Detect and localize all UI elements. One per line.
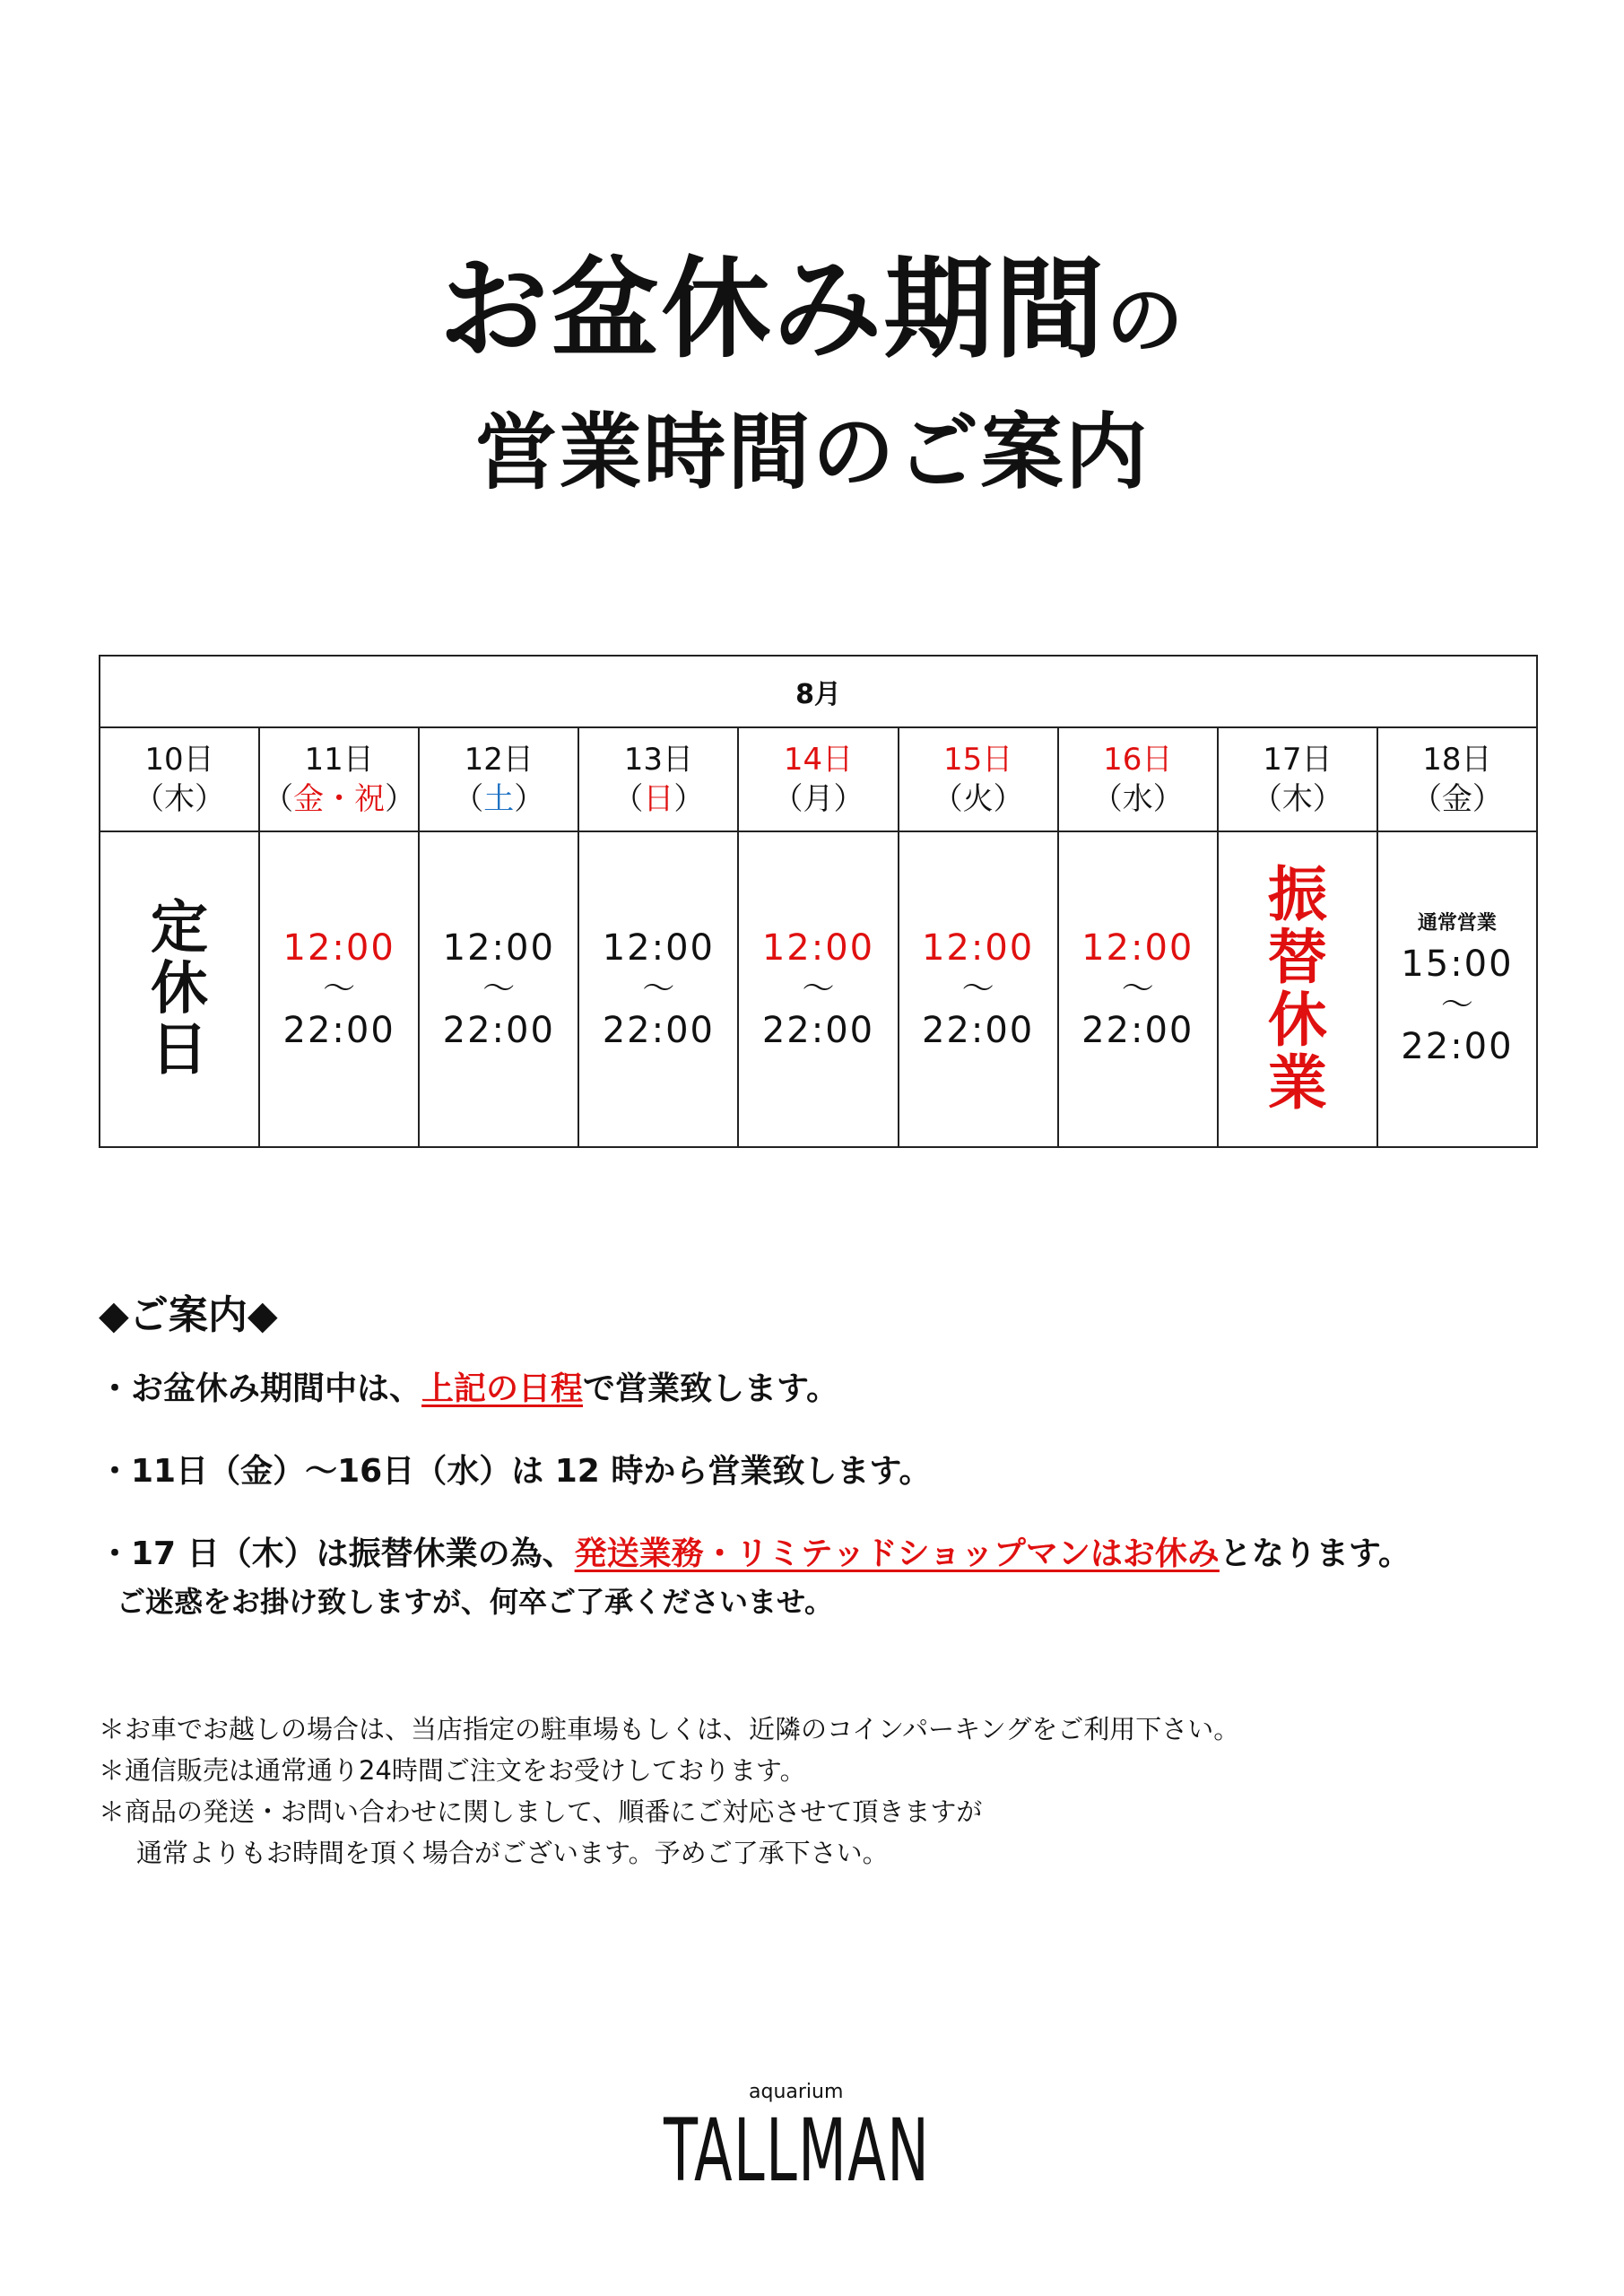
day-weekday xyxy=(579,779,737,819)
day-cell-12 xyxy=(419,727,578,831)
time-range-tilde: ～ xyxy=(642,970,675,1007)
close-time: 22:00 xyxy=(602,1010,716,1051)
open-time: 15:00 xyxy=(1401,944,1514,985)
day-header-row xyxy=(100,727,1537,831)
title-suffix-text: の xyxy=(1106,276,1185,366)
day-cell-10 xyxy=(100,727,259,831)
note-item: ＊商品の発送・お問い合わせに関しまして、順番にご対応させて頂きますが xyxy=(99,1796,983,1827)
page-title xyxy=(0,242,1624,507)
day-date: 10日 xyxy=(144,742,214,778)
note-item: ＊お車でお越しの場合は、当店指定の駐車場もしくは、近隣のコインパーキングをご利用下さい。 xyxy=(99,1714,1240,1744)
info-text: で営業致します。 xyxy=(583,1370,839,1407)
day-cell-11 xyxy=(259,727,419,831)
info-text: ・お盆休み期間中は、 xyxy=(99,1370,422,1407)
substitute-char: 振 xyxy=(1267,860,1327,929)
day-cell-14 xyxy=(738,727,898,831)
day-weekday: （火） xyxy=(932,781,1024,817)
paren-close: ） xyxy=(514,781,545,817)
hours-cell-17 xyxy=(1218,831,1377,1147)
day-date: 14日 xyxy=(783,742,854,778)
time-range-tilde: ～ xyxy=(482,970,516,1007)
normal-hours-label: 通常営業 xyxy=(1417,912,1497,935)
info-highlight: 上記の日程 xyxy=(421,1370,584,1407)
close-time: 22:00 xyxy=(1401,1026,1514,1067)
day-cell-15 xyxy=(899,727,1058,831)
day-date: 18日 xyxy=(1422,742,1492,778)
open-time: 12:00 xyxy=(1081,927,1194,969)
day-weekday xyxy=(260,779,418,819)
info-apology: ご迷惑をお掛け致しますが、何卒ご了承くださいませ。 xyxy=(117,1585,834,1619)
hours-cell-13 xyxy=(578,831,738,1147)
day-date: 17日 xyxy=(1263,742,1333,778)
info-line-1 xyxy=(99,1367,1569,1412)
day-weekday xyxy=(420,779,578,819)
open-time: 12:00 xyxy=(602,927,716,969)
day-weekday: （木） xyxy=(134,781,226,817)
paren-open: （ xyxy=(612,781,644,817)
closed-char: 日 xyxy=(151,1017,209,1083)
title-main-text: お盆休み期間 xyxy=(439,246,1107,373)
notes-section xyxy=(99,1709,1569,1874)
close-time: 22:00 xyxy=(442,1010,555,1051)
day-cell-17 xyxy=(1218,727,1377,831)
schedule-table xyxy=(99,655,1538,1148)
title-line-1 xyxy=(0,242,1624,388)
time-range-tilde: ～ xyxy=(323,970,356,1007)
substitute-holiday-label xyxy=(1219,860,1376,1118)
day-weekday: （金） xyxy=(1411,781,1503,817)
info-line-3 xyxy=(99,1532,1569,1577)
paren-open: （ xyxy=(453,781,484,817)
day-weekday: （木） xyxy=(1251,781,1343,817)
open-time: 12:00 xyxy=(282,927,395,969)
hours-cell-15 xyxy=(899,831,1058,1147)
time-range-tilde: ～ xyxy=(1121,970,1154,1007)
day-date: 11日 xyxy=(304,742,374,778)
open-time: 12:00 xyxy=(442,927,555,969)
substitute-char: 休 xyxy=(1267,986,1327,1055)
close-time: 22:00 xyxy=(761,1010,875,1051)
hours-cell-11 xyxy=(259,831,419,1147)
hours-cell-10 xyxy=(100,831,259,1147)
day-cell-13 xyxy=(578,727,738,831)
closed-day-label xyxy=(100,895,258,1083)
holiday-weekday: 金・祝 xyxy=(293,781,386,817)
day-weekday: （水） xyxy=(1091,781,1184,817)
day-date: 12日 xyxy=(464,742,534,778)
info-highlight: 発送業務・リミテッドショップマンはお休み xyxy=(574,1535,1220,1572)
day-weekday: （月） xyxy=(772,781,864,817)
substitute-char: 業 xyxy=(1267,1048,1327,1118)
hours-cell-14 xyxy=(738,831,898,1147)
day-date: 16日 xyxy=(1103,742,1173,778)
time-range-tilde: ～ xyxy=(802,970,835,1007)
close-time: 22:00 xyxy=(921,1010,1035,1051)
title-line-2: 営業時間のご案内 xyxy=(474,404,1150,500)
brand-logo xyxy=(664,2081,968,2201)
hours-cell-12 xyxy=(419,831,578,1147)
day-date: 15日 xyxy=(942,742,1013,778)
time-range-tilde: ～ xyxy=(961,970,994,1007)
info-line-2: ・11日（金）～16日（水）は 12 時から営業致します。 xyxy=(99,1453,932,1490)
hours-cell-18 xyxy=(1377,831,1537,1147)
closed-char: 定 xyxy=(151,895,209,961)
note-item: 通常よりもお時間を頂く場合がございます。予めご了承下さい。 xyxy=(136,1838,889,1868)
logo-subtext: aquarium xyxy=(749,2081,844,2103)
month-header: 8月 xyxy=(100,656,1537,727)
info-text: となります。 xyxy=(1219,1535,1411,1572)
info-text: ・17 日（木）は振替休業の為、 xyxy=(99,1535,575,1572)
substitute-char: 替 xyxy=(1267,923,1327,992)
sunday-weekday: 日 xyxy=(643,781,674,817)
saturday-weekday: 土 xyxy=(483,781,515,817)
paren-open: （ xyxy=(263,781,294,817)
hours-row xyxy=(100,831,1537,1147)
open-time: 12:00 xyxy=(761,927,875,969)
paren-close: ） xyxy=(385,781,416,817)
hours-cell-16 xyxy=(1058,831,1218,1147)
day-cell-18 xyxy=(1377,727,1537,831)
open-time: 12:00 xyxy=(921,927,1035,969)
paren-close: ） xyxy=(673,781,705,817)
day-cell-16 xyxy=(1058,727,1218,831)
note-item: ＊通信販売は通常通り24時間ご注文をお受けしております。 xyxy=(99,1755,806,1786)
day-date: 13日 xyxy=(623,742,694,778)
close-time: 22:00 xyxy=(1081,1010,1194,1051)
close-time: 22:00 xyxy=(282,1010,395,1051)
info-section xyxy=(99,1283,1569,1620)
time-range-tilde: ～ xyxy=(1440,987,1473,1023)
closed-char: 休 xyxy=(151,956,209,1022)
logo-wordmark: TALLMAN xyxy=(664,2100,931,2201)
info-heading: ◆ご案内◆ xyxy=(99,1292,278,1338)
